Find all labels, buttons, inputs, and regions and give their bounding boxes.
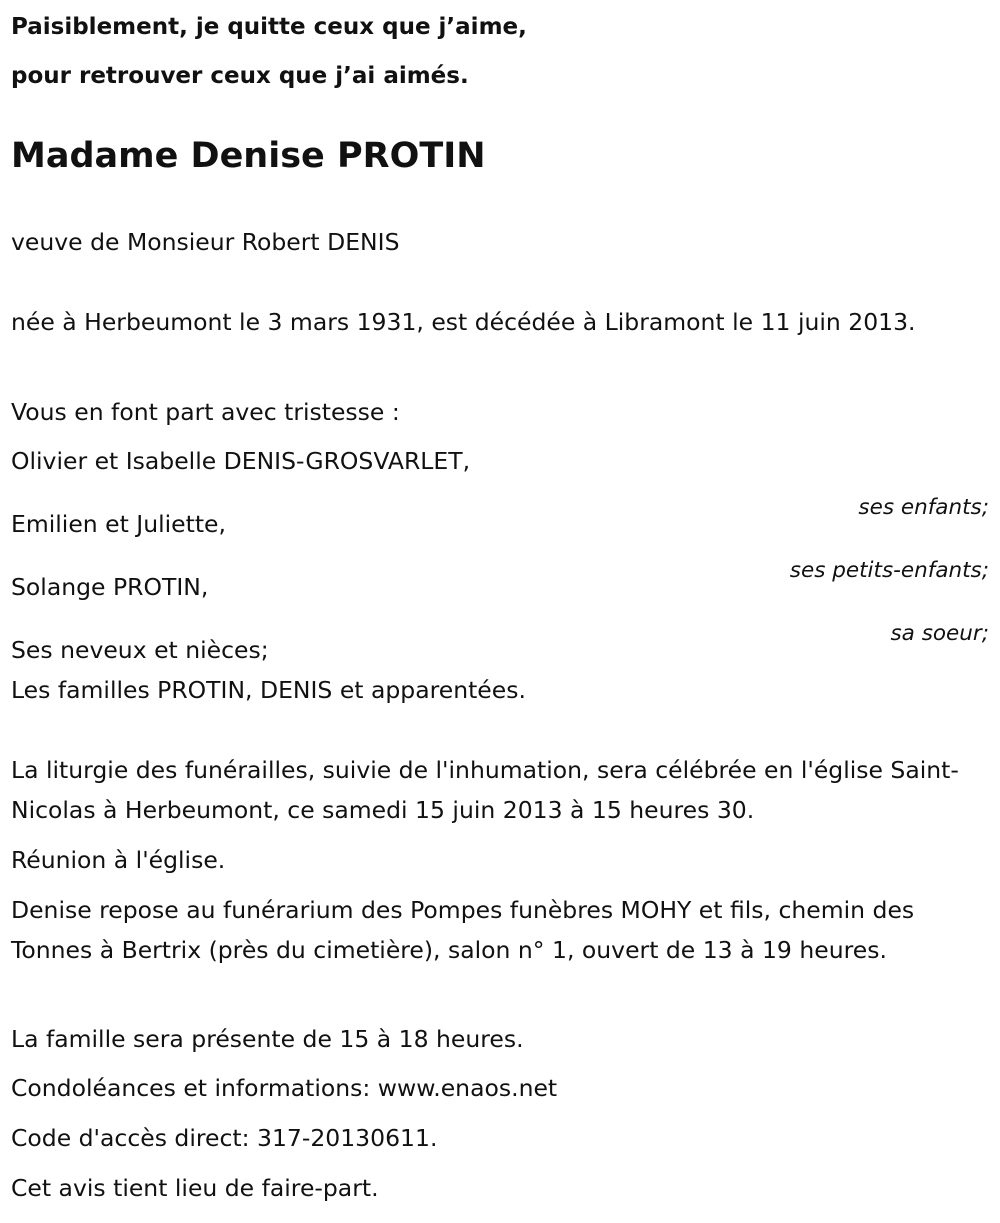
widow-of: veuve de Monsieur Robert DENIS [11, 228, 400, 256]
family-member-role: sa soeur; [890, 620, 989, 646]
access-code-text: Code d'accès direct: 317-20130611. [11, 1124, 438, 1152]
family-member-name: Olivier et Isabelle DENIS-GROSVARLET, [11, 447, 471, 475]
birth-death-text: née à Herbeumont le 3 mars 1931, est décédée à Libramont le 11 juin 2013. [11, 308, 916, 336]
repose-text: Denise repose au funérarium des Pompes funèbres MOHY et fils, chemin des Tonnes à Bertrix (près du cimetière), salon n° 1, ouvert de 13 à 19 heures. [11, 896, 915, 964]
deceased-name: Madame Denise PROTIN [11, 136, 486, 176]
closing-text: Cet avis tient lieu de faire-part. [11, 1174, 379, 1202]
family-member-name: Emilien et Juliette, [11, 510, 226, 538]
other-family-line: Ses neveux et nièces; [11, 636, 269, 664]
other-family-line: Les familles PROTIN, DENIS et apparentées. [11, 676, 526, 704]
funeral-text: La liturgie des funérailles, suivie de l'inhumation, sera célébrée en l'église Saint-Nicolas à Herbeumont, ce samedi 15 juin 2013 à 15 heures 30. [11, 756, 959, 824]
family-member-name: Solange PROTIN, [11, 573, 209, 601]
announce-intro: Vous en font part avec tristesse : [11, 398, 400, 426]
epitaph-line-2: pour retrouver ceux que j’ai aimés. [11, 63, 469, 89]
meeting-text: Réunion à l'église. [11, 846, 226, 874]
presence-text: La famille sera présente de 15 à 18 heures. [11, 1025, 524, 1053]
family-member-role: ses enfants; [858, 494, 989, 520]
epitaph-line-1: Paisiblement, je quitte ceux que j’aime, [11, 14, 527, 40]
family-member-role: ses petits-enfants; [789, 557, 989, 583]
condolences-text: Condoléances et informations: www.enaos.net [11, 1074, 558, 1102]
